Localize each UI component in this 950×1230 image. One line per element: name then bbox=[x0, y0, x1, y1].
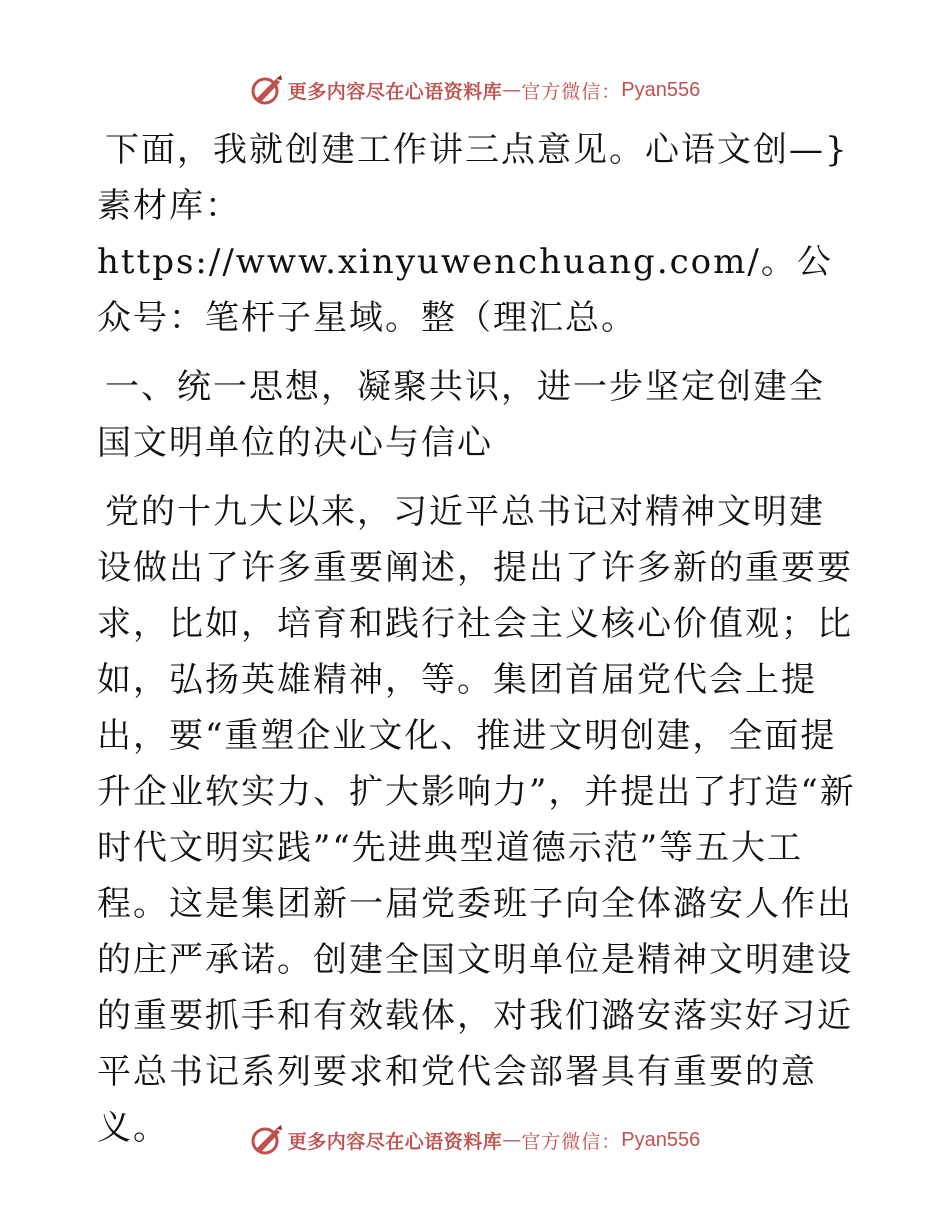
banner-wechat-label: 官方微信： bbox=[521, 80, 622, 103]
banner-main-text: 更多内容尽在心语资料库 bbox=[287, 1130, 503, 1153]
intro-paragraph: 下面，我就创建工作讲三点意见。心语文创—}素材库：https://www.xinyuwenchuang.com/。公众号：笔杆子星域。整（理汇总。 bbox=[97, 130, 849, 338]
banner-wechat-id: Pyan556 bbox=[621, 1128, 701, 1151]
banner-dash: — bbox=[502, 1129, 522, 1151]
quill-logo-icon bbox=[250, 73, 284, 107]
header-banner bbox=[0, 70, 950, 110]
banner-wechat-label: 官方微信： bbox=[521, 1130, 622, 1153]
banner-wechat-id: Pyan556 bbox=[621, 78, 701, 101]
quill-logo-icon bbox=[250, 1123, 284, 1157]
body-paragraph: 党的十九大以来，习近平总书记对精神文明建设做出了许多重要阐述，提出了许多新的重要要求，比如，培育和践行社会主义核心价值观；比如，弘扬英雄精神，等。集团首届党代会上提出，要“重塑企业文化、推进文明创建，全面提升企业软实力、扩大影响力”，并提出了打造“新时代文明实践”“先进典型道德示范”等五大工程。这是集团新一届党委班子向全体潞安人作出的庄严承诺。创建全国文明单位是精神文明建设的重要抓手和有效载体，对我们潞安落实好习近平总书记系列要求和党代会部署具有重要的意义。 bbox=[97, 492, 856, 1148]
document-body bbox=[97, 122, 857, 1169]
footer-banner bbox=[0, 1120, 950, 1160]
section-heading: 一、统一思想，凝聚共识，进一步坚定创建全国文明单位的决心与信心 bbox=[97, 367, 825, 463]
banner-dash: — bbox=[502, 79, 522, 101]
banner-main-text: 更多内容尽在心语资料库 bbox=[287, 80, 503, 103]
